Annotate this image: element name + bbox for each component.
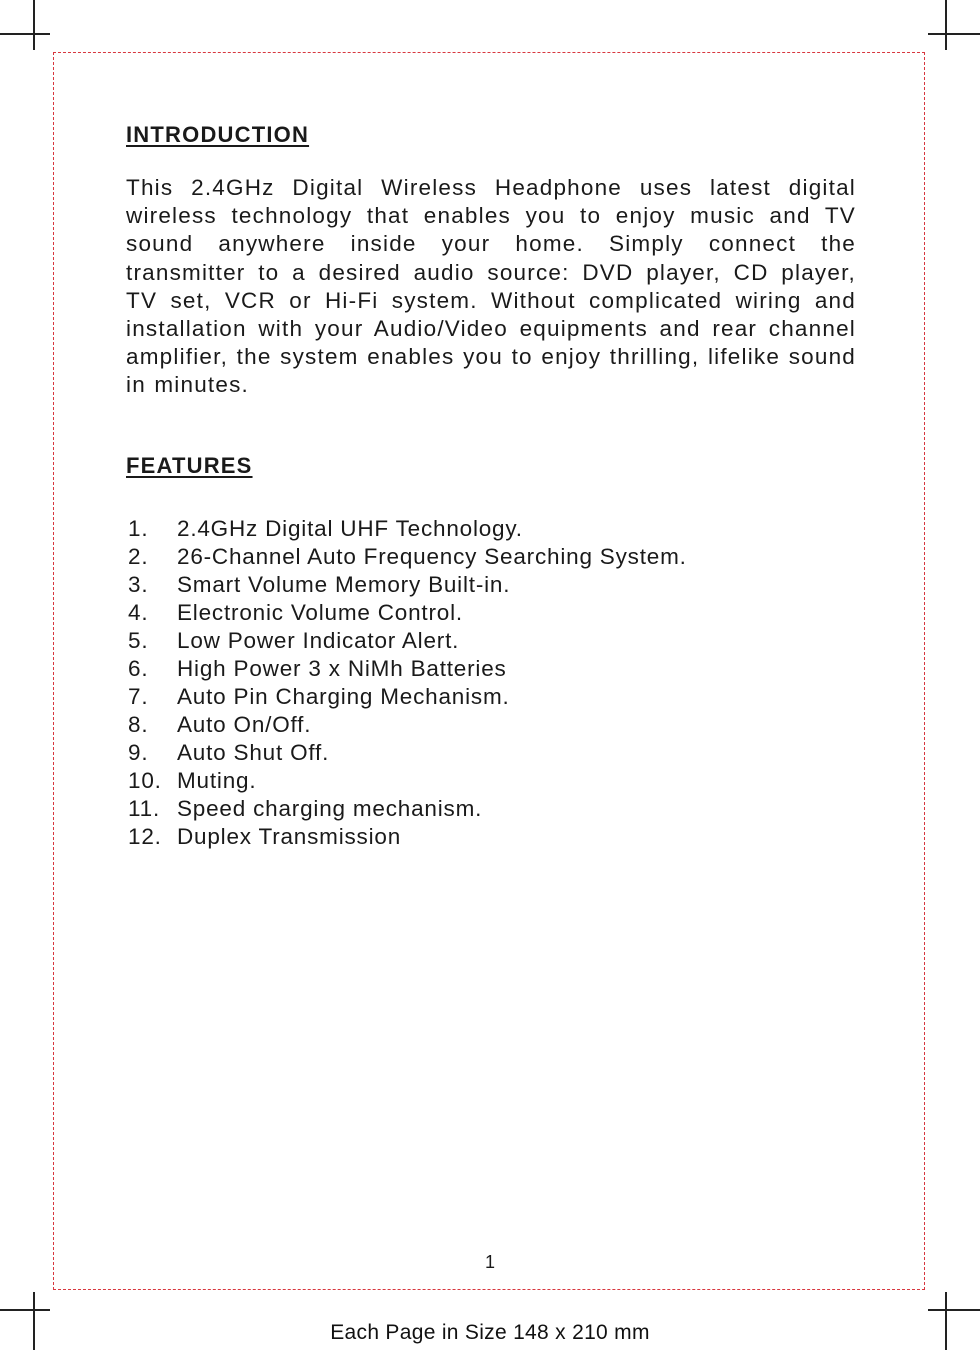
list-item xyxy=(128,515,687,543)
item-number: 9. xyxy=(128,740,149,765)
list-item xyxy=(128,683,687,711)
crop-mark-top-left-horizontal xyxy=(0,33,50,35)
crop-mark-top-right-vertical xyxy=(945,0,947,50)
item-text: Speed charging mechanism. xyxy=(177,796,483,821)
item-text: Auto Pin Charging Mechanism. xyxy=(177,684,510,709)
crop-mark-bottom-left-horizontal xyxy=(0,1309,50,1311)
item-number: 1. xyxy=(128,516,149,541)
list-item xyxy=(128,711,687,739)
item-text: 2.4GHz Digital UHF Technology. xyxy=(177,516,523,541)
crop-mark-bottom-right-horizontal xyxy=(928,1309,980,1311)
list-item xyxy=(128,571,687,599)
item-text: Smart Volume Memory Built-in. xyxy=(177,572,511,597)
item-number: 3. xyxy=(128,572,149,597)
list-item xyxy=(128,627,687,655)
item-number: 2. xyxy=(128,544,149,569)
item-text: Low Power Indicator Alert. xyxy=(177,628,460,653)
list-item xyxy=(128,599,687,627)
item-number: 4. xyxy=(128,600,149,625)
item-text: Muting. xyxy=(177,768,257,793)
item-number: 6. xyxy=(128,656,149,681)
item-text: Electronic Volume Control. xyxy=(177,600,463,625)
item-number: 8. xyxy=(128,712,149,737)
item-text: 26-Channel Auto Frequency Searching System. xyxy=(177,544,687,569)
item-text: Auto On/Off. xyxy=(177,712,312,737)
page-size-note: Each Page in Size 148 x 210 mm xyxy=(330,1321,650,1344)
item-number: 10. xyxy=(128,768,162,793)
page-number: 1 xyxy=(484,1252,495,1272)
introduction-heading: INTRODUCTION xyxy=(126,122,310,147)
item-text: Auto Shut Off. xyxy=(177,740,330,765)
features-list xyxy=(128,515,687,851)
item-number: 5. xyxy=(128,628,149,653)
item-text: High Power 3 x NiMh Batteries xyxy=(177,656,507,681)
item-text: Duplex Transmission xyxy=(177,824,402,849)
item-number: 7. xyxy=(128,684,149,709)
crop-mark-top-left-vertical xyxy=(33,0,35,50)
introduction-paragraph: This 2.4GHz Digital Wireless Headphone uses latest digital wireless technology that enables you to enjoy music and TV sound anywhere inside your home. Simply connect the transmitter to a desired audio source: DVD player, CD player, TV set, VCR or Hi-Fi system. Without complicated wiring and installation with your Audio/Video equipments and rear channel amplifier, the system enables you to enjoy thrilling, lifelike sound in minutes. xyxy=(126,175,856,398)
crop-mark-top-right-horizontal xyxy=(928,33,980,35)
list-item xyxy=(128,655,687,683)
list-item xyxy=(128,823,687,851)
list-item xyxy=(128,739,687,767)
list-item xyxy=(128,767,687,795)
list-item xyxy=(128,543,687,571)
list-item xyxy=(128,795,687,823)
item-number: 11. xyxy=(128,796,161,821)
features-heading: FEATURES xyxy=(126,453,253,478)
item-number: 12. xyxy=(128,824,162,849)
